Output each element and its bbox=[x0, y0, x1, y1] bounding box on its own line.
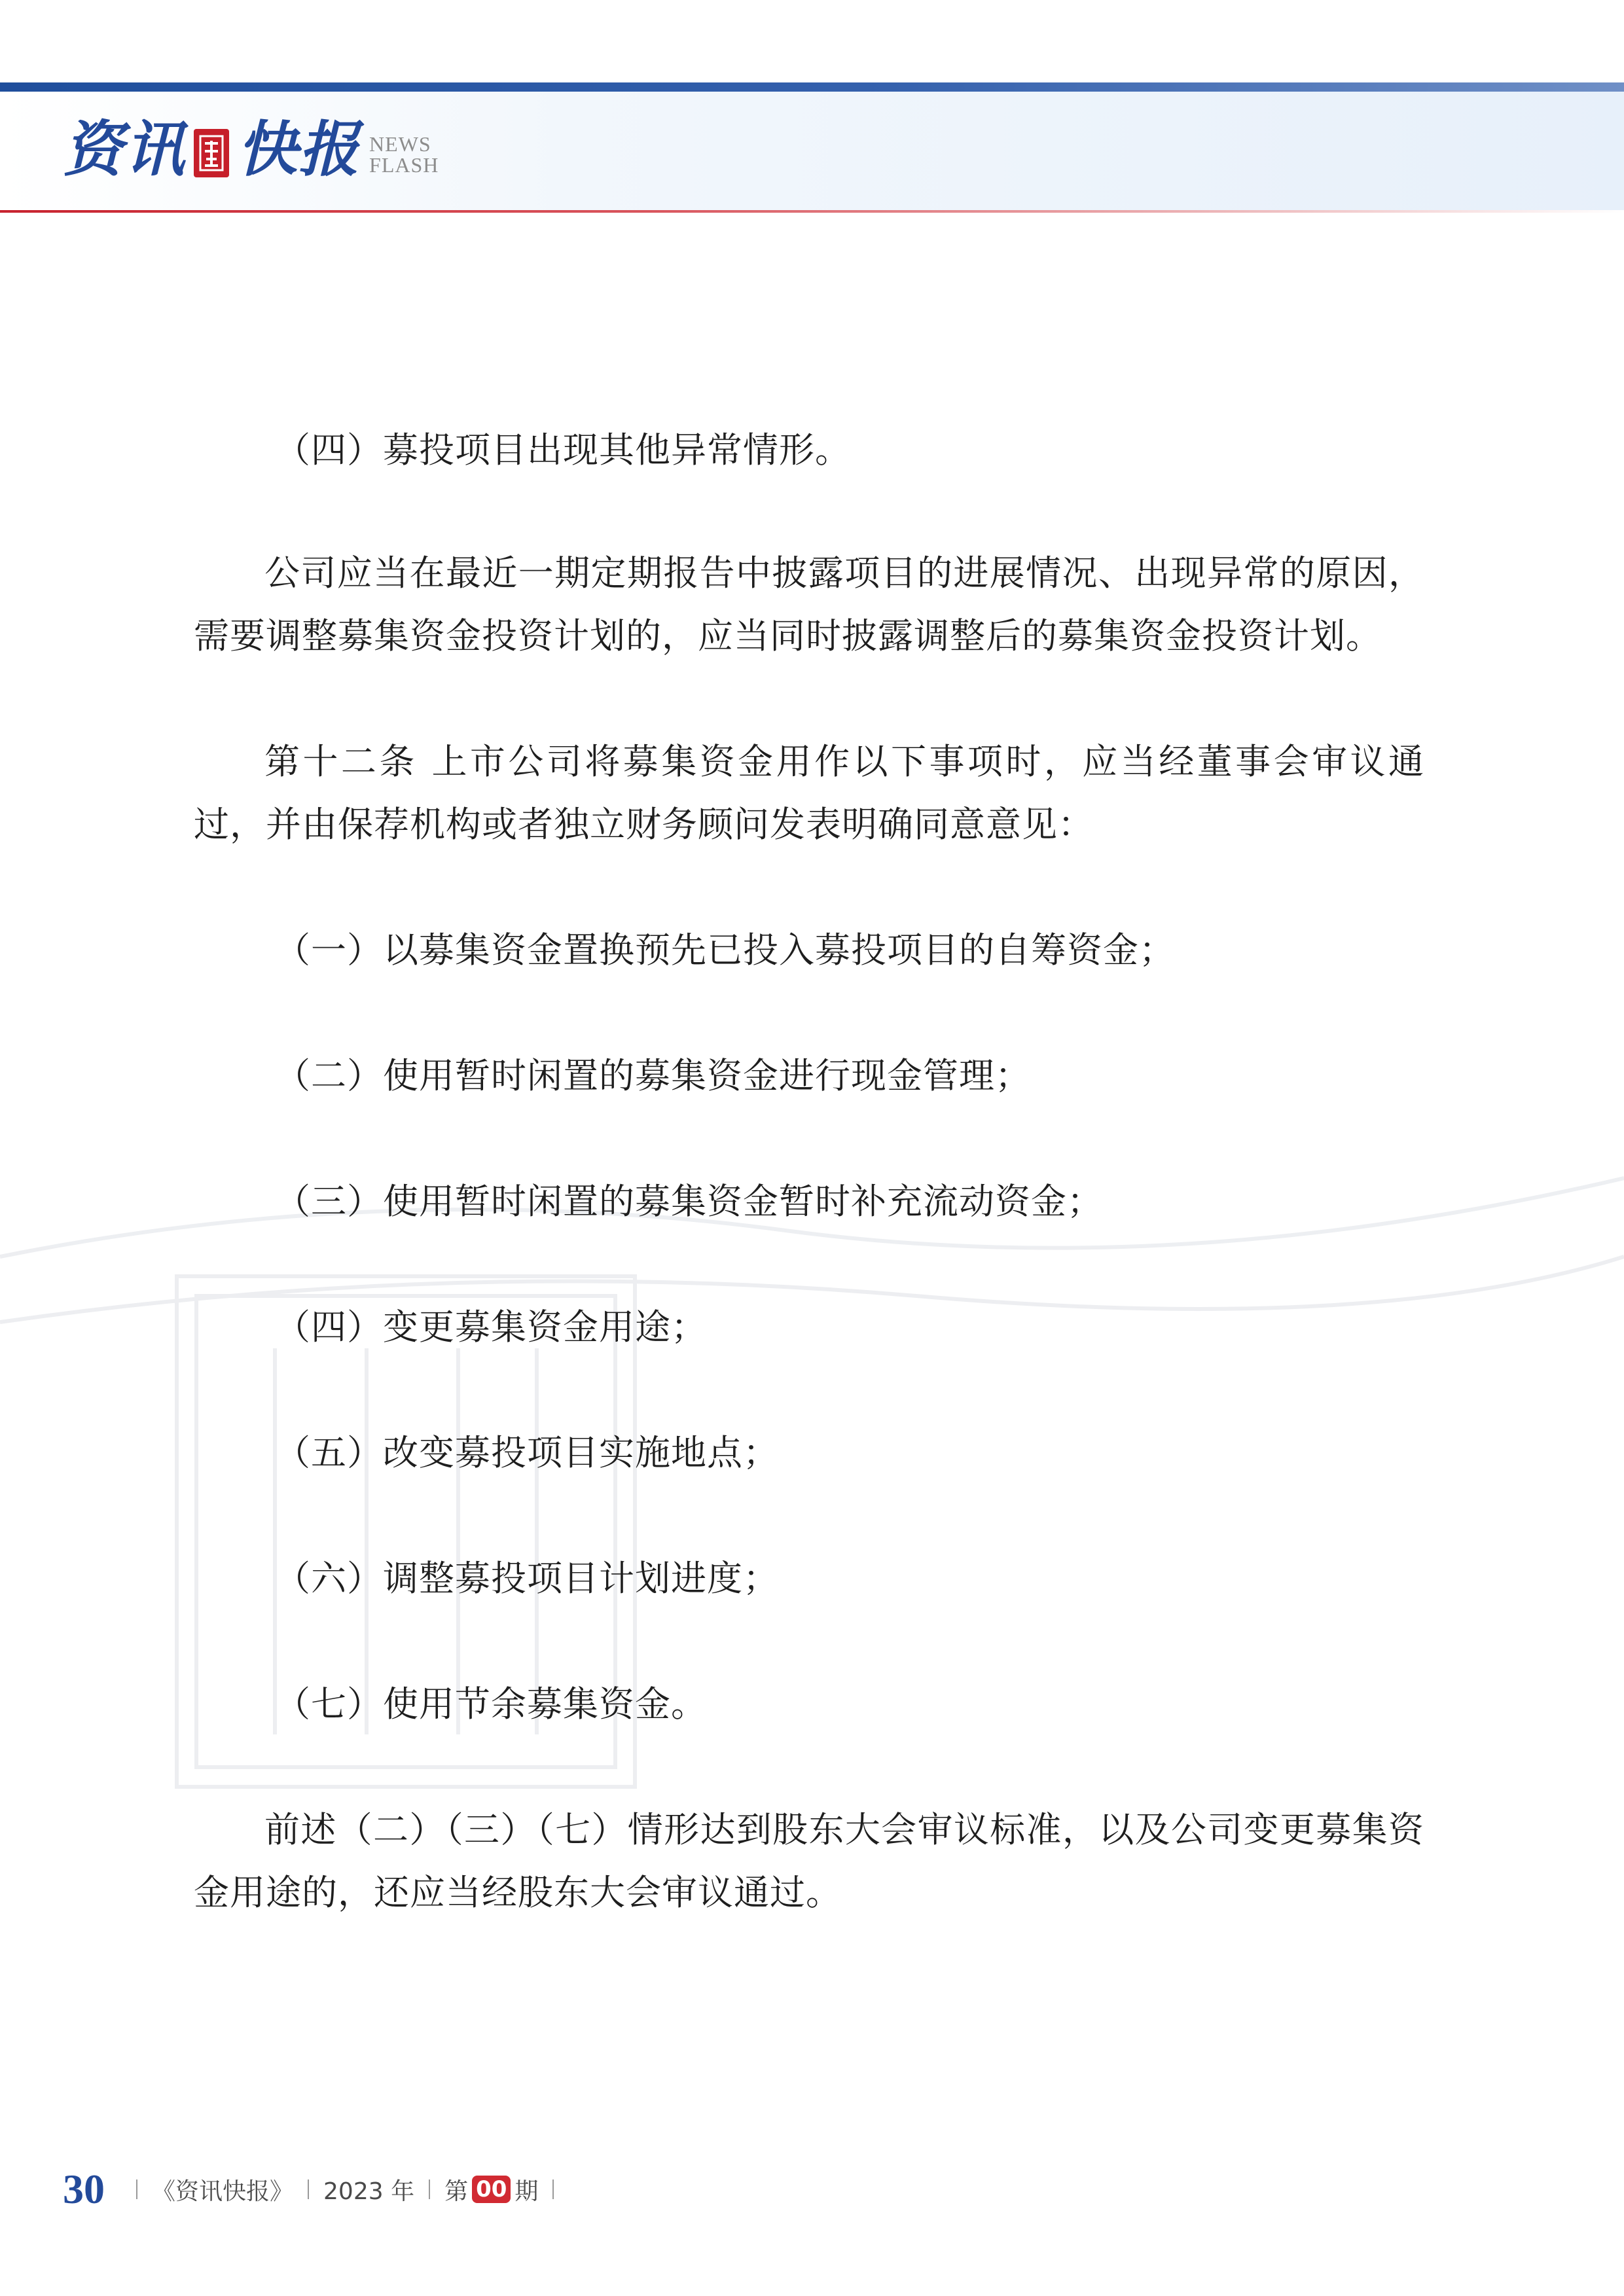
list-item: （四）变更募集资金用途； bbox=[275, 1306, 707, 1348]
list-item: （七）使用节余募集资金。 bbox=[275, 1683, 707, 1725]
issue-suffix: 期 bbox=[514, 2178, 539, 2205]
footer-divider bbox=[429, 2179, 430, 2199]
publication-name: 《资讯快报》 bbox=[152, 2178, 294, 2205]
seal-glyph-icon bbox=[198, 134, 225, 172]
masthead-title-part1: 资讯 bbox=[63, 114, 187, 185]
header-top-rule bbox=[0, 82, 1624, 92]
header-bottom-rule bbox=[0, 210, 1624, 213]
list-item: （三）使用暂时闲置的募集资金暂时补充流动资金； bbox=[275, 1181, 1103, 1222]
masthead-logo bbox=[63, 110, 439, 188]
list-item: （五）改变募投项目实施地点； bbox=[275, 1432, 779, 1473]
list-item: （二）使用暂时闲置的募集资金进行现金管理； bbox=[275, 1055, 1031, 1096]
issue-number-badge: 00 bbox=[472, 2176, 511, 2203]
footer-divider bbox=[552, 2179, 554, 2199]
issue-prefix: 第 bbox=[444, 2178, 469, 2205]
masthead-news-flash bbox=[369, 134, 439, 175]
list-item: （六）调整募投项目计划进度； bbox=[275, 1558, 779, 1599]
article-body bbox=[194, 419, 1424, 1924]
paragraph-disclosure: 公司应当在最近一期定期报告中披露项目的进展情况、出现异常的原因，需要调整募集资金投资计划的，应当同时披露调整后的募集资金投资计划。 bbox=[194, 552, 1424, 656]
list-item: （一）以募集资金置换预先已投入募投项目的自筹资金； bbox=[275, 929, 1175, 971]
publication-year: 2023 年 bbox=[323, 2178, 415, 2205]
page-number: 30 bbox=[63, 2166, 105, 2212]
masthead-title-part2: 快报 bbox=[237, 114, 361, 185]
flash-line: FLASH bbox=[369, 153, 439, 177]
paragraph-article-12: 第十二条 上市公司将募集资金用作以下事项时，应当经董事会审议通过，并由保荐机构或者独立财务顾问发表明确同意意见： bbox=[194, 741, 1424, 845]
seal-icon bbox=[194, 129, 229, 177]
paragraph-closing: 前述（二）（三）（七）情形达到股东大会审议标准，以及公司变更募集资金用途的，还应当经股东大会审议通过。 bbox=[194, 1809, 1424, 1913]
paragraph-item-4-prev: （四）募投项目出现其他异常情形。 bbox=[275, 429, 851, 471]
footer-divider bbox=[136, 2179, 137, 2199]
footer-divider bbox=[308, 2179, 309, 2199]
page-footer bbox=[63, 2163, 568, 2215]
news-line: NEWS bbox=[369, 132, 431, 156]
